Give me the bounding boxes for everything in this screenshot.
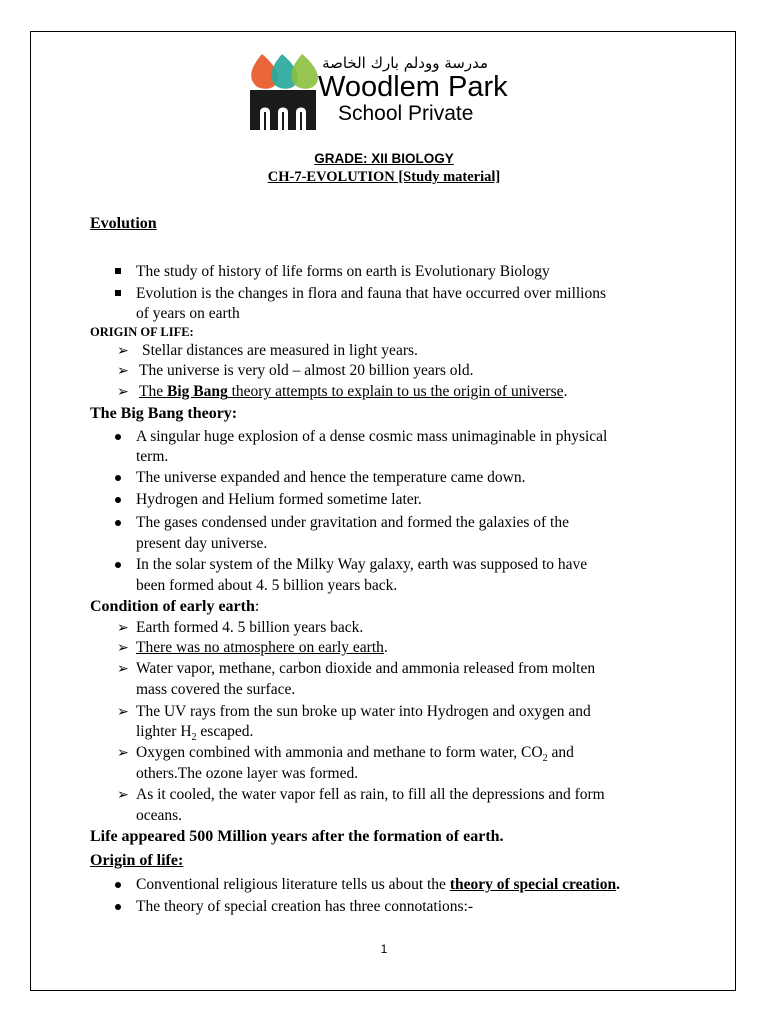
arrow-bullet-icon: ➢: [117, 705, 129, 720]
school-name-line1: Woodlem Park: [318, 71, 508, 103]
arrow-bullet-icon: ➢: [117, 662, 129, 677]
school-name-block: [318, 54, 508, 126]
arrow-bullet-icon: ➢: [117, 385, 129, 400]
page-number: 1: [380, 942, 388, 956]
origin-life-line-1: Conventional religious literature tells us about the theory of special creation.: [136, 876, 620, 893]
early-earth-line-3: Water vapor, methane, carbon dioxide and ammonia released from molten: [136, 660, 596, 677]
big-bang-line-4: The gases condensed under gravitation and formed the galaxies of the: [136, 514, 569, 531]
origin-of-life-top-heading: ORIGIN OF LIFE:: [90, 325, 194, 339]
early-earth-line-5: Oxygen combined with ammonia and methane to form water, $CO_2$ and: [136, 744, 574, 765]
origin-of-life-heading: Origin of life:: [90, 852, 184, 869]
early-earth-line-6-cont: oceans.: [136, 807, 183, 824]
big-bang-line-3: Hydrogen and Helium formed sometime later.: [136, 491, 422, 508]
square-bullet: [115, 290, 121, 296]
chapter-title: CH-7-EVOLUTION [Study material]: [267, 169, 501, 185]
origin-life-line-2: The theory of special creation has three connotations:-: [136, 898, 473, 915]
round-bullet: [115, 497, 121, 503]
early-earth-line-6: As it cooled, the water vapor fell as rain, to fill all the depressions and form: [136, 786, 605, 803]
round-bullet: [115, 434, 121, 440]
early-earth-heading: Condition of early earth:: [90, 598, 260, 615]
arrow-bullet-icon: ➢: [117, 621, 129, 636]
big-bang-line-1-cont: term.: [136, 448, 169, 465]
arrow-bullet-icon: ➢: [117, 641, 129, 656]
grade-title: GRADE: XII BIOLOGY: [314, 151, 454, 166]
big-bang-line-1: A singular huge explosion of a dense cosmic mass unimaginable in physical: [136, 428, 608, 445]
big-bang-line-2: The universe expanded and hence the temperature came down.: [136, 469, 526, 486]
evolution-bullet-1: The study of history of life forms on earth is Evolutionary Biology: [136, 263, 550, 280]
round-bullet: [115, 520, 121, 526]
big-bang-line-4-cont: present day universe.: [136, 535, 268, 552]
round-bullet: [115, 562, 121, 568]
early-earth-line-1: Earth formed 4. 5 billion years back.: [136, 619, 364, 636]
arrow-bullet-icon: ➢: [117, 344, 129, 359]
round-bullet: [115, 475, 121, 481]
life-appeared-statement: Life appeared 500 Million years after the formation of earth.: [90, 828, 504, 845]
arrow-bullet-icon: ➢: [117, 746, 129, 761]
big-bang-heading: The Big Bang theory:: [90, 405, 238, 422]
arrow-bullet-icon: ➢: [117, 788, 129, 803]
early-earth-line-4: The UV rays from the sun broke up water into Hydrogen and oxygen and: [136, 703, 591, 720]
early-earth-line-4-cont: lighter $H_2$ escaped.: [136, 723, 254, 744]
round-bullet: [115, 882, 121, 888]
big-bang-line-5: In the solar system of the Milky Way galaxy, earth was supposed to have: [136, 556, 588, 573]
early-earth-line-5-cont: others.The ozone layer was formed.: [136, 765, 359, 782]
round-bullet: [115, 904, 121, 910]
evolution-bullet-2-cont: of years on earth: [136, 305, 240, 322]
early-earth-line-3-cont: mass covered the surface.: [136, 681, 296, 698]
evolution-bullet-2: Evolution is the changes in flora and fauna that have occurred over millions: [136, 285, 607, 302]
early-earth-line-2: There was no atmosphere on early earth.: [136, 639, 388, 656]
arrow-bullet-icon: ➢: [117, 364, 129, 379]
evolution-heading: Evolution: [90, 215, 157, 232]
square-bullet: [115, 268, 121, 274]
origin-item-1: Stellar distances are measured in light years.: [142, 342, 418, 359]
school-name-arabic: مدرسة وودلم بارك الخاصة: [322, 54, 488, 72]
big-bang-line-5-cont: been formed about 4. 5 billion years back.: [136, 577, 398, 594]
origin-item-3: The Big Bang theory attempts to explain to us the origin of universe.: [139, 383, 568, 400]
origin-item-2: The universe is very old – almost 20 billion years old.: [139, 362, 474, 379]
school-name-line2: School Private: [338, 102, 474, 125]
